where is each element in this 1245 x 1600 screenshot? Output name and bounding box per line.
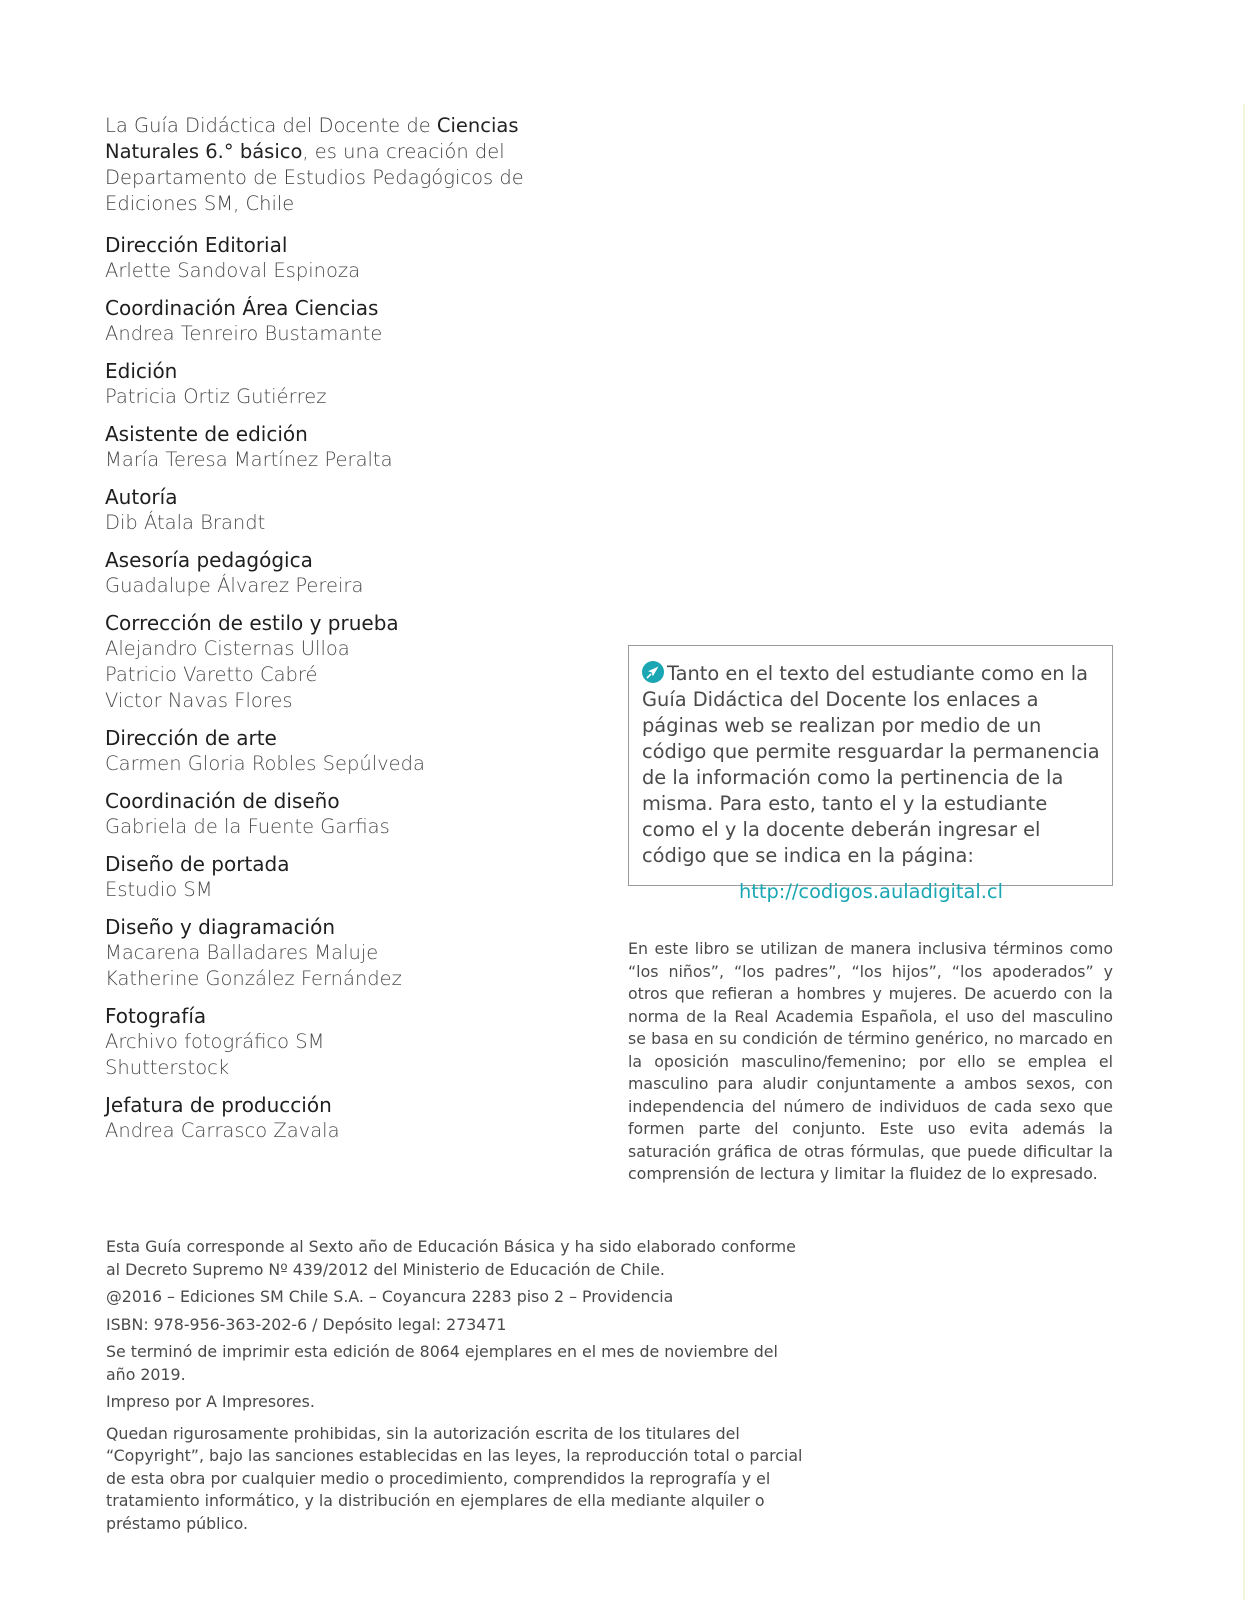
credit-role: Dirección Editorial [105,233,288,257]
credit-name: Arlette Sandoval Espinoza [105,259,361,282]
credit-name: Estudio SM [105,878,213,901]
print-run-line: Se terminó de imprimir esta edición de 8064 ejemplares en el mes de noviembre del año 2019. [106,1342,778,1384]
isbn-line: ISBN: 978-956-363-202-6 / Depósito legal: 273471 [106,1314,507,1334]
credit-block [105,914,575,992]
notice-text: Tanto en el texto del estudiante como en la Guía Didáctica del Docente los enlaces a páginas web se realizan por medio de un código que permite resguardar la permanencia de la información como la pertinencia de la misma. Para esto, tanto el y la estudiante como el y la docente deberán ingresar el código que se indica en la página: [642,662,1100,867]
credit-name: Andrea Carrasco Zavala [105,1119,340,1142]
printer-line: Impreso por A Impresores. [106,1392,315,1411]
credit-block [105,610,575,714]
rocket-icon [642,661,664,683]
credit-name: Patricio Varetto Cabré [105,663,318,686]
credit-block [105,295,575,347]
credit-role: Diseño de portada [105,852,290,876]
credit-block [105,547,575,599]
credit-name: Patricia Ortiz Gutiérrez [105,385,327,408]
web-links-notice-box [628,645,1113,903]
credit-block [105,851,575,903]
credit-block [105,232,575,284]
credit-role: Edición [105,359,178,383]
credit-name: Guadalupe Álvarez Pereira [105,574,364,597]
credit-role: Dirección de arte [105,726,277,750]
credit-role: Diseño y diagramación [105,915,336,939]
credit-name: Andrea Tenreiro Bustamante [105,322,383,345]
credit-block [105,788,575,840]
credit-name: Katherine González Fernández [105,967,402,990]
credit-name: Alejandro Cisternas Ulloa [105,637,350,660]
credit-name: Archivo fotográfico SM [105,1030,325,1053]
codigos-link[interactable]: http://codigos.auladigital.cl [739,880,1003,903]
copyright-line: @2016 – Ediciones SM Chile S.A. – Coyancura 2283 piso 2 – Providencia [106,1287,674,1306]
credit-block [105,421,575,473]
inclusive-language-note: En este libro se utilizan de manera inclusiva términos como “los niños”, “los padres”, “los hijos”, “los apoderados” y otros que refieran a hombres y mujeres. De acuerdo con la norma de la Real Academia Española, el uso del masculino se basa en su condición de término genérico, no marcado en la oposición masculino/femenino; por ello se emplea el masculino para aludir conjuntamente a ambos sexos, con independencia del número de individuos de cada sexo que formen parte del conjunto. Este uso evita además la saturación gráfica de otras fórmulas, que puede dificultar la comprensión de lectura y limitar la fluidez de lo expresado. [628,939,1113,1183]
legal-notice: Quedan rigurosamente prohibidas, sin la autorización escrita de los titulares del “Copyright”, bajo las sanciones establecidas en las leyes, la reproducción total o parcial de esta obra por cualquier medio o procedimiento, comprendidos la reprografía y el tratamiento informático, y la distribución en ejemplares de ella mediante alquiler o préstamo público. [106,1423,803,1533]
credit-name: María Teresa Martínez Peralta [105,448,393,471]
credit-name: Dib Átala Brandt [105,511,266,534]
credit-block [105,1092,575,1144]
credit-name: Victor Navas Flores [105,689,293,712]
intro-book-title: Ciencias Naturales 6.° básico [105,114,519,163]
credit-name: Gabriela de la Fuente Garfias [105,815,390,838]
credit-role: Asesoría pedagógica [105,548,313,572]
credit-name: Carmen Gloria Robles Sepúlveda [105,752,425,775]
credit-role: Autoría [105,485,178,509]
credit-block [105,725,575,777]
credits-list [105,232,575,1155]
intro-prefix: La Guía Didáctica del Docente de [105,114,437,137]
intro-suffix: , es una creación del Departamento de Estudios Pedagógicos de Ediciones SM, Chile [105,140,524,215]
credit-role: Coordinación de diseño [105,789,340,813]
credit-block [105,1003,575,1081]
decree-note: Esta Guía corresponde al Sexto año de Educación Básica y ha sido elaborado conforme al Decreto Supremo Nº 439/2012 del Ministerio de Educación de Chile. [106,1237,796,1279]
credit-role: Fotografía [105,1004,207,1028]
credit-name: Macarena Balladares Maluje [105,941,379,964]
credit-role: Corrección de estilo y prueba [105,611,399,635]
credit-block [105,484,575,536]
credit-role: Asistente de edición [105,422,308,446]
notice-text-wrapper [642,661,1100,869]
publication-footer [106,1236,806,1540]
credit-role: Coordinación Área Ciencias [105,296,379,320]
credit-name: Shutterstock [105,1056,230,1079]
credit-block [105,358,575,410]
intro-paragraph [105,113,525,217]
credit-role: Jefatura de producción [105,1093,332,1117]
